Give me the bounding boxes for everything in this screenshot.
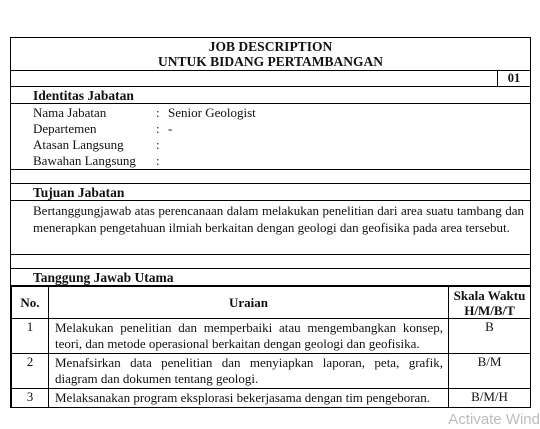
field-separator: :: [156, 137, 160, 152]
section-spacer: [11, 170, 531, 184]
responsibilities-table: [11, 286, 531, 408]
table-row: [12, 319, 531, 354]
document-title: [11, 38, 531, 71]
row-description: Menafsirkan data penelitian dan menyiapkan laporan, peta, grafik, diagram dan dokumen tentang geologi.: [49, 354, 449, 389]
job-description-document: [10, 37, 531, 408]
responsibilities-heading: Tanggung Jawab Utama: [11, 269, 531, 286]
row-time-scale: B/M: [449, 354, 531, 389]
section-spacer: [11, 255, 531, 269]
row-time-scale: B/M/H: [449, 389, 531, 408]
column-header-desc: Uraian: [49, 287, 449, 319]
scale-header-line-1: Skala Waktu: [453, 287, 526, 303]
purpose-heading: Tujuan Jabatan: [11, 184, 531, 201]
field-value: Senior Geologist: [168, 105, 256, 120]
identity-heading: Identitas Jabatan: [11, 87, 531, 104]
row-number: 1: [12, 319, 49, 354]
table-row: [12, 354, 531, 389]
identity-fields: [11, 104, 531, 170]
title-line-2: UNTUK BIDANG PERTAMBANGAN: [157, 54, 384, 69]
field-separator: :: [156, 121, 160, 136]
column-header-scale: [449, 287, 531, 319]
table-header-row: [12, 287, 531, 319]
field-atasan-langsung: [33, 137, 530, 153]
row-description: Melakukan penelitian dan memperbaiki atau mengembangkan konsep, teori, dan metode operasional berkaitan dengan geologi dan geofisika.: [49, 319, 449, 354]
purpose-text: Bertanggungjawab atas perencanaan dalam melakukan penelitian dari area suatu tambang dan menerapkan pengetahuan ilmiah berkaitan dengan geologi dan geofisika pada area tersebut.: [33, 203, 524, 235]
document-code: 01: [497, 71, 531, 86]
field-bawahan-langsung: [33, 153, 530, 169]
scale-header-line-2: H/M/B/T: [464, 302, 515, 318]
field-label: Bawahan Langsung: [33, 153, 136, 168]
field-value: -: [168, 121, 173, 136]
title-line-1: JOB DESCRIPTION: [208, 39, 333, 54]
purpose-body: [11, 201, 531, 255]
field-label: Atasan Langsung: [33, 137, 124, 152]
field-separator: :: [156, 105, 160, 120]
activate-windows-watermark: Activate Wind: [448, 411, 540, 428]
field-label: Nama Jabatan: [33, 105, 107, 120]
row-time-scale: B: [449, 319, 531, 354]
row-description: Melaksanakan program eksplorasi bekerjasama dengan tim pengeboran.: [49, 389, 449, 408]
table-row: [12, 389, 531, 408]
document-code-row: [11, 71, 531, 87]
field-nama-jabatan: [33, 105, 530, 121]
field-separator: :: [156, 153, 160, 168]
row-number: 2: [12, 354, 49, 389]
field-departemen: [33, 121, 530, 137]
field-label: Departemen: [33, 121, 97, 136]
row-number: 3: [12, 389, 49, 408]
column-header-no: No.: [12, 287, 49, 319]
